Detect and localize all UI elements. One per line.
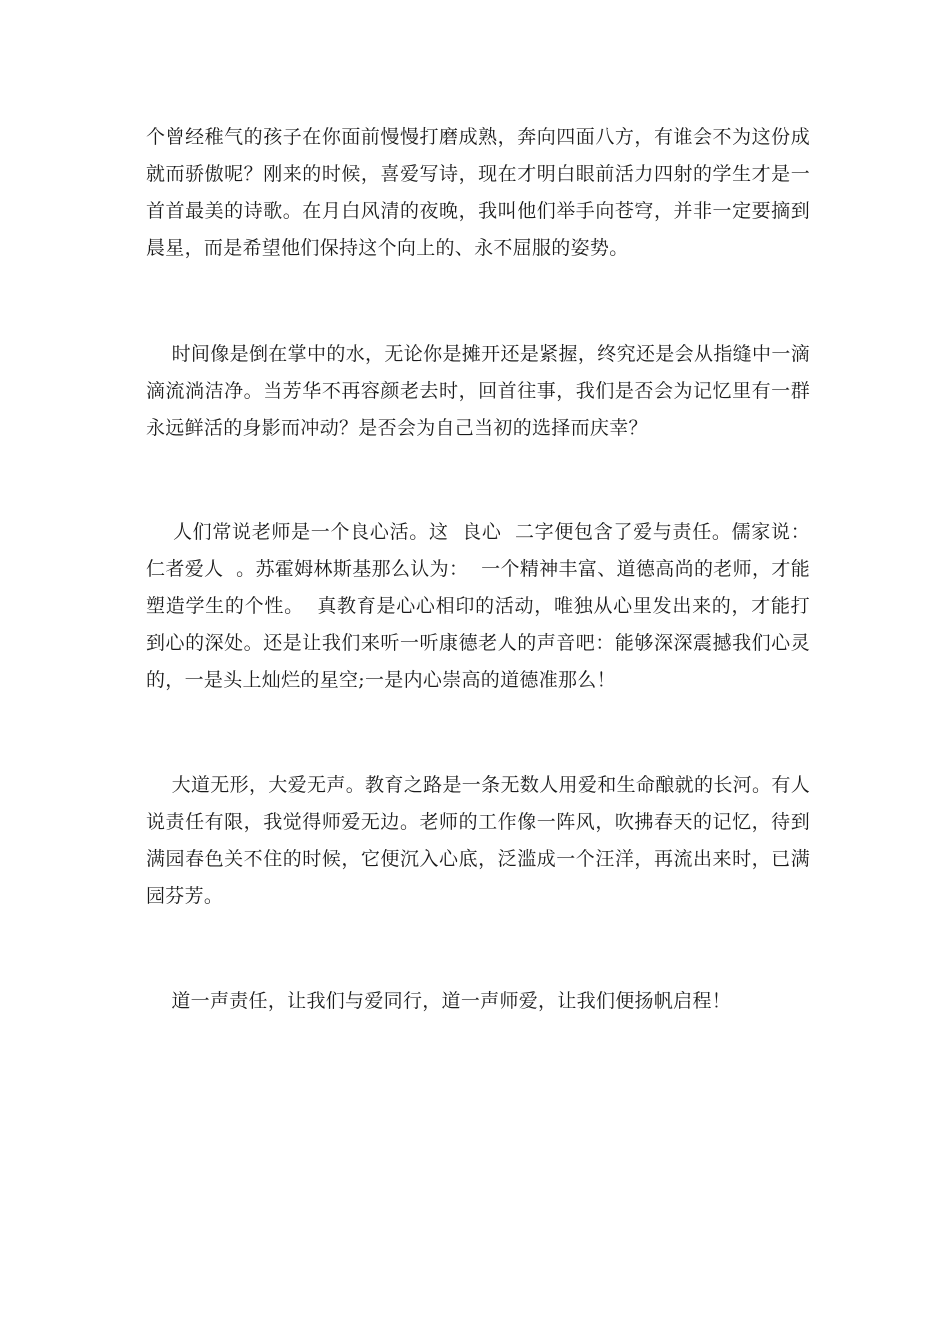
paragraph-2: 时间像是倒在掌中的水，无论你是摊开还是紧握，终究还是会从指缝中一滴滴流淌洁净。当芳华不再容颜老去时，回首往事，我们是否会为记忆里有一群永远鲜活的身影而冲动？是否会为自己当初的选择而庆幸？ bbox=[146, 343, 811, 439]
paragraph-5: 道一声责任，让我们与爱同行，道一声师爱，让我们便扬帆启程！ bbox=[146, 990, 732, 1012]
paragraph-4: 大道无形，大爱无声。教育之路是一条无数人用爱和生命酿就的长河。有人说责任有限，我觉得师爱无边。老师的工作像一阵风，吹拂春天的记忆，待到满园春色关不住的时候，它便沉入心底，泛滥成一个汪洋，再流出来时，已满园芬芳。 bbox=[146, 774, 811, 907]
paragraph-3: 人们常说老师是一个良心活。这 良心 二字便包含了爱与责任。儒家说：仁者爱人 。苏霍姆林斯基那么认为： 一个精神丰富、道德高尚的老师，才能塑造学生的个性。 真教育是心心相印的活动，唯独从心里发出来的，才能打到心的深处。还是让我们来听一听康德老人的声音吧：能够深深震撼我们心灵的，一是头上灿烂的星空;一是内心崇高的道德准那么！ bbox=[146, 521, 810, 691]
paragraph-1: 个曾经稚气的孩子在你面前慢慢打磨成熟，奔向四面八方，有谁会不为这份成就而骄傲呢？刚来的时候，喜爱写诗，现在才明白眼前活力四射的学生才是一首首最美的诗歌。在月白风清的夜晚，我叫他们举手向苍穹，并非一定要摘到晨星，而是希望他们保持这个向上的、永不屈服的姿势。 bbox=[146, 126, 810, 259]
